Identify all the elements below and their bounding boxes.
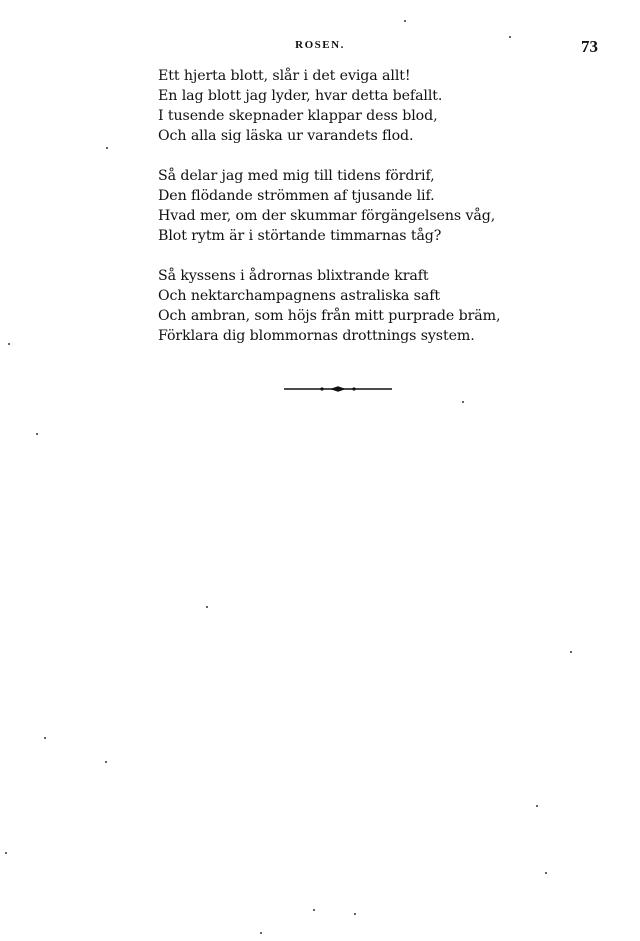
print-speck [206, 606, 208, 608]
stanza-3 [158, 266, 578, 346]
print-speck [354, 913, 356, 915]
poem [158, 66, 578, 366]
print-speck [570, 651, 572, 653]
page-number: 73 [581, 37, 598, 56]
stanza-1 [158, 66, 578, 146]
print-speck [5, 852, 7, 854]
print-speck [536, 805, 538, 807]
print-speck [509, 36, 511, 38]
poem-line: Så delar jag med mig till tidens fördrif, [158, 168, 435, 184]
poem-line: Och alla sig läska ur varandets flod. [158, 128, 414, 144]
poem-line: Den flödande strömmen af tjusande lif. [158, 188, 435, 204]
page-header-title: ROSEN. [295, 39, 345, 51]
poem-line: Förklara dig blommornas drottnings system. [158, 328, 475, 344]
print-speck [462, 401, 464, 403]
poem-line: Och nektarchampagnens astraliska saft [158, 288, 440, 304]
poem-line: Så kyssens i ådrornas blixtrande kraft [158, 268, 429, 284]
print-speck [8, 343, 10, 345]
poem-line: Och ambran, som höjs från mitt purprade bräm, [158, 308, 501, 324]
poem-line: Ett hjerta blott, slår i det eviga allt! [158, 68, 411, 84]
print-speck [545, 872, 547, 874]
poem-line: En lag blott jag lyder, hvar detta befallt. [158, 88, 443, 104]
print-speck [36, 433, 38, 435]
poem-line: I tusende skepnader klappar dess blod, [158, 108, 438, 124]
print-speck [106, 147, 108, 149]
poem-line: Hvad mer, om der skummar förgängelsens våg, [158, 208, 496, 224]
ornament-divider-icon [284, 384, 392, 394]
stanza-2 [158, 166, 578, 246]
print-speck [105, 761, 107, 763]
print-speck [404, 20, 406, 22]
poem-line: Blot rytm är i störtande timmarnas tåg? [158, 228, 442, 244]
print-speck [260, 932, 262, 934]
print-speck [44, 737, 46, 739]
print-speck [313, 909, 315, 911]
